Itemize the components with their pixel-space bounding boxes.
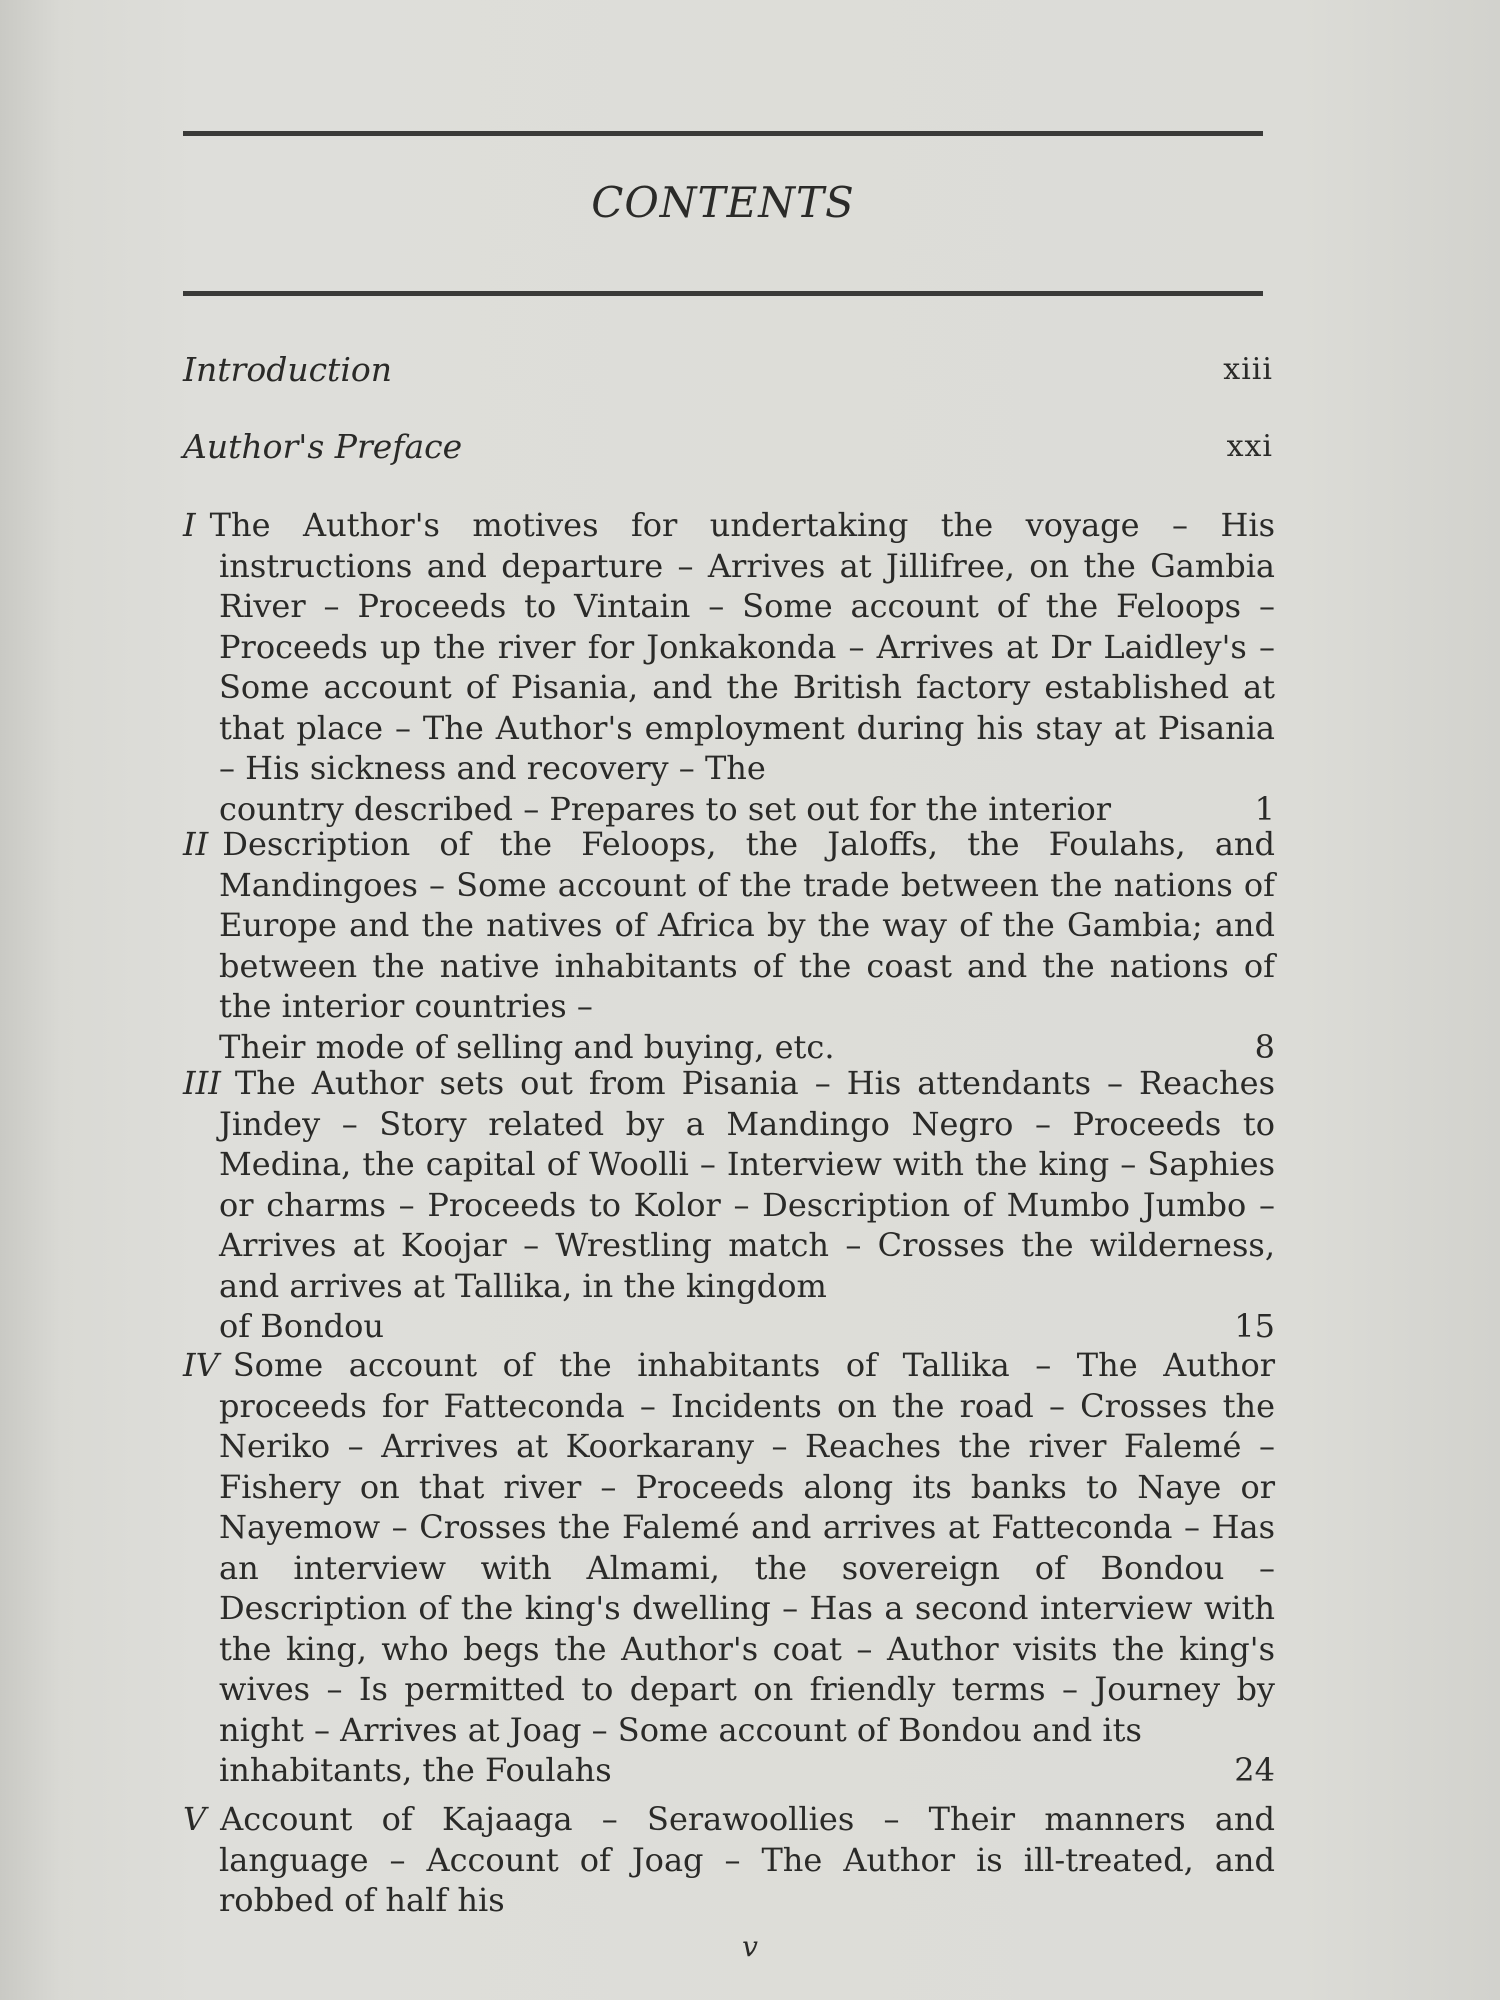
chapter-page: 24 xyxy=(1234,1751,1275,1789)
chapter-summary: The Author sets out from Pisania – His attendants – Reaches Jindey – Story related by a Mandingo Negro – Proceeds to Medina, the capital of Woolli – Interview with the king – Saphies or charms – Proceeds to Kolor – Description of Mumbo Jumbo – Arrives at Koojar – Wrestling match – Crosses the wilderness, and arrives at Tallika, in the kingdom xyxy=(219,1064,1275,1305)
chapter-number: I xyxy=(183,506,196,544)
toc-chapter-5 xyxy=(183,1799,1275,1921)
chapter-summary: Some account of the inhabitants of Tallika – The Author proceeds for Fatteconda – Incidents on the road – Crosses the Neriko – Arrives at Koorkarany – Reaches the river Falemé – Fishery on that river – Proceeds along its banks to Naye or Nayemow – Crosses the Falemé and arrives at Fatteconda – Has an interview with Almami, the sovereign of Bondou – Description of the king's dwelling – Has a second interview with the king, who begs the Author's coat – Author visits the king's wives – Is permitted to depart on friendly terms – Journey by night – Arrives at Joag – Some account of Bondou and its xyxy=(219,1346,1275,1749)
chapter-summary: The Author's motives for undertaking the voyage – His instructions and departure – Arrives at Jillifree, on the Gambia River – Proceeds to Vintain – Some account of the Feloops – Proceeds up the river for Jonkakonda – Arrives at Dr Laidley's – Some account of Pisania, and the British factory established at that place – The Author's employment during his stay at Pisania – His sickness and recovery – The xyxy=(209,506,1275,787)
chapter-summary-end: country described – Prepares to set out for the interior xyxy=(219,789,1111,828)
chapter-summary: Description of the Feloops, the Jaloffs, the Foulahs, and Mandingoes – Some account of the trade between the nations of Europe and the natives of Africa by the way of the Gambia; and between the native inhabitants of the coast and the nations of the interior countries – xyxy=(219,825,1275,1025)
chapter-number: IV xyxy=(183,1346,219,1384)
chapter-number: III xyxy=(183,1064,221,1102)
toc-chapter-4 xyxy=(183,1345,1275,1791)
page-title: CONTENTS xyxy=(591,178,855,227)
chapter-summary: Account of Kajaaga – Serawoollies – Their manners and language – Account of Joag – The Author is ill-treated, and robbed of half his xyxy=(219,1800,1275,1919)
toc-entry-introduction xyxy=(183,350,1273,390)
entry-label: Author's Preface xyxy=(183,427,463,466)
entry-page: xiii xyxy=(1223,352,1273,387)
chapter-page: 8 xyxy=(1254,1027,1275,1066)
toc-chapter-3 xyxy=(183,1063,1275,1347)
entry-page: xxi xyxy=(1226,429,1273,464)
chapter-summary-end: Their mode of selling and buying, etc. xyxy=(219,1027,835,1066)
chapter-number: V xyxy=(183,1800,207,1838)
toc-entry-authors-preface xyxy=(183,427,1273,467)
chapter-number: II xyxy=(183,825,209,863)
top-rule xyxy=(183,131,1263,136)
chapter-page: 1 xyxy=(1254,789,1275,828)
toc-chapter-2 xyxy=(183,824,1275,1067)
entry-label: Introduction xyxy=(183,350,392,389)
chapter-page: 15 xyxy=(1234,1307,1275,1345)
toc-chapter-1 xyxy=(183,505,1275,829)
bottom-rule xyxy=(183,291,1263,296)
chapter-summary-end: inhabitants, the Foulahs xyxy=(219,1751,612,1789)
chapter-summary-end: of Bondou xyxy=(219,1307,385,1345)
page-folio: v xyxy=(742,1930,758,1963)
